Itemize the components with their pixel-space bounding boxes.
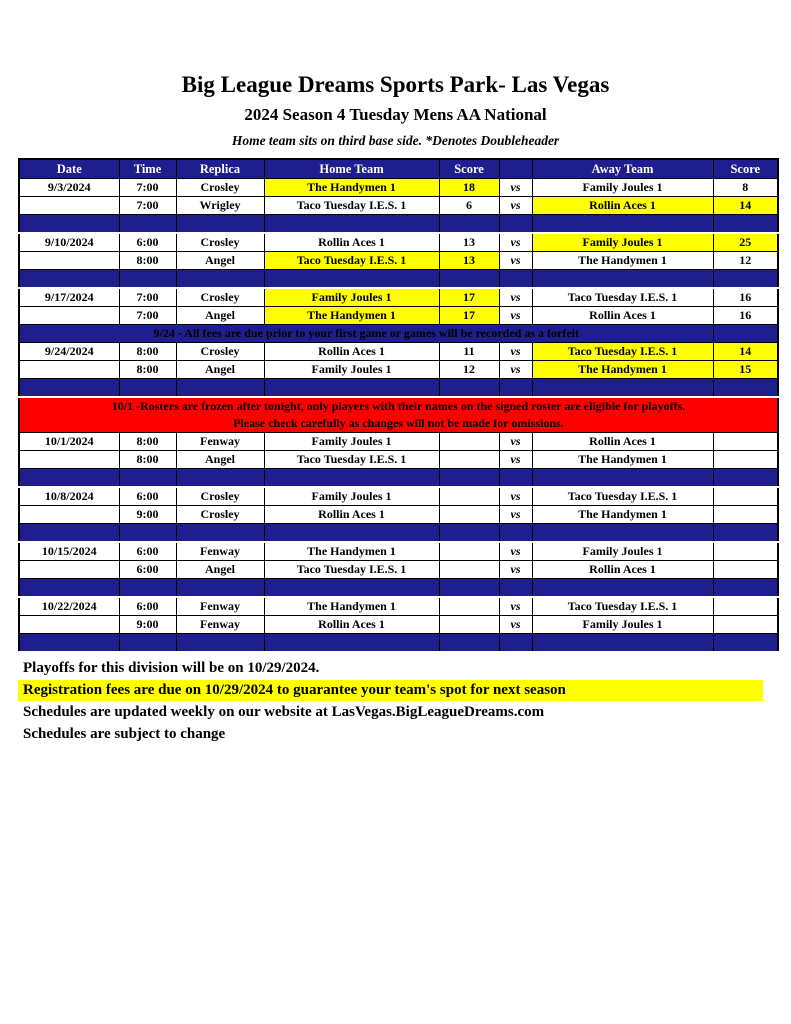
replica-cell: Fenway	[176, 542, 264, 561]
away-score-cell: 16	[713, 288, 778, 307]
away-team-cell: Rollin Aces 1	[532, 433, 713, 451]
separator-cell	[264, 579, 439, 598]
separator-cell	[499, 379, 532, 398]
separator-cell	[119, 524, 176, 543]
replica-cell: Angel	[176, 361, 264, 379]
away-score-cell: 14	[713, 197, 778, 215]
separator-cell	[499, 579, 532, 598]
separator-row	[19, 634, 778, 653]
vs-cell: vs	[499, 288, 532, 307]
away-score-cell	[713, 506, 778, 524]
separator-cell	[499, 215, 532, 234]
game-row	[19, 616, 778, 634]
date-cell	[19, 561, 119, 579]
separator-row	[19, 379, 778, 398]
separator-cell	[713, 634, 778, 653]
separator-cell	[499, 524, 532, 543]
vs-cell: vs	[499, 616, 532, 634]
separator-cell	[176, 634, 264, 653]
separator-cell	[713, 215, 778, 234]
replica-cell: Crosley	[176, 506, 264, 524]
home-score-cell	[439, 487, 499, 506]
replica-cell: Angel	[176, 307, 264, 325]
home-score-cell: 17	[439, 288, 499, 307]
game-row	[19, 597, 778, 616]
vs-cell: vs	[499, 506, 532, 524]
away-team-cell: Taco Tuesday I.E.S. 1	[532, 288, 713, 307]
separator-cell	[119, 270, 176, 289]
separator-cell	[176, 270, 264, 289]
away-score-cell: 15	[713, 361, 778, 379]
game-row	[19, 487, 778, 506]
home-team-cell: Family Joules 1	[264, 433, 439, 451]
column-header-replica: Replica	[176, 159, 264, 179]
separator-cell	[19, 469, 119, 488]
home-score-cell: 12	[439, 361, 499, 379]
vs-cell: vs	[499, 542, 532, 561]
separator-row	[19, 524, 778, 543]
home-team-cell: Taco Tuesday I.E.S. 1	[264, 451, 439, 469]
away-score-cell: 12	[713, 252, 778, 270]
home-team-cell: The Handymen 1	[264, 597, 439, 616]
replica-cell: Crosley	[176, 179, 264, 197]
home-team-cell: The Handymen 1	[264, 542, 439, 561]
date-cell: 10/22/2024	[19, 597, 119, 616]
away-team-cell: Family Joules 1	[532, 233, 713, 252]
home-score-cell	[439, 561, 499, 579]
time-cell: 7:00	[119, 288, 176, 307]
home-team-cell: Taco Tuesday I.E.S. 1	[264, 561, 439, 579]
date-cell: 10/8/2024	[19, 487, 119, 506]
date-cell: 9/17/2024	[19, 288, 119, 307]
away-score-cell: 8	[713, 179, 778, 197]
column-header-time: Time	[119, 159, 176, 179]
date-cell	[19, 252, 119, 270]
vs-cell: vs	[499, 433, 532, 451]
away-score-cell	[713, 487, 778, 506]
replica-cell: Angel	[176, 451, 264, 469]
separator-cell	[439, 634, 499, 653]
schedule-table-body	[19, 179, 778, 653]
away-team-cell: Taco Tuesday I.E.S. 1	[532, 487, 713, 506]
away-team-cell: Family Joules 1	[532, 616, 713, 634]
away-score-cell	[713, 451, 778, 469]
away-score-cell	[713, 616, 778, 634]
date-cell	[19, 307, 119, 325]
time-cell: 7:00	[119, 197, 176, 215]
time-cell: 6:00	[119, 487, 176, 506]
date-cell: 9/24/2024	[19, 343, 119, 361]
separator-cell	[439, 579, 499, 598]
replica-cell: Angel	[176, 252, 264, 270]
roster-notice-row	[19, 397, 778, 433]
time-cell: 8:00	[119, 252, 176, 270]
time-cell: 8:00	[119, 433, 176, 451]
page-tagline: Home team sits on third base side. *Denotes Doubleheader	[231, 133, 560, 148]
date-cell: 10/1/2024	[19, 433, 119, 451]
home-team-cell: The Handymen 1	[264, 179, 439, 197]
home-team-cell: Rollin Aces 1	[264, 506, 439, 524]
time-cell: 6:00	[119, 233, 176, 252]
separator-cell	[713, 524, 778, 543]
page-title: Big League Dreams Sports Park- Las Vegas	[181, 72, 610, 97]
separator-cell	[176, 524, 264, 543]
game-row	[19, 179, 778, 197]
game-row	[19, 288, 778, 307]
away-team-cell: Taco Tuesday I.E.S. 1	[532, 597, 713, 616]
time-cell: 6:00	[119, 542, 176, 561]
replica-cell: Crosley	[176, 288, 264, 307]
document-header	[0, 0, 791, 149]
vs-cell: vs	[499, 179, 532, 197]
home-team-cell: Taco Tuesday I.E.S. 1	[264, 252, 439, 270]
home-score-cell: 13	[439, 233, 499, 252]
time-cell: 7:00	[119, 179, 176, 197]
footer-line-1: Playoffs for this division will be on 10/29/2024.	[23, 660, 320, 676]
separator-cell	[532, 215, 713, 234]
away-team-cell: Rollin Aces 1	[532, 197, 713, 215]
home-score-cell: 18	[439, 179, 499, 197]
game-row	[19, 252, 778, 270]
separator-cell	[176, 379, 264, 398]
home-team-cell: Family Joules 1	[264, 487, 439, 506]
separator-cell	[499, 270, 532, 289]
column-header-date: Date	[19, 159, 119, 179]
separator-cell	[439, 215, 499, 234]
time-cell: 8:00	[119, 343, 176, 361]
separator-cell	[439, 524, 499, 543]
replica-cell: Wrigley	[176, 197, 264, 215]
vs-cell: vs	[499, 597, 532, 616]
separator-cell	[119, 634, 176, 653]
document-footer	[18, 658, 763, 745]
away-score-cell	[713, 542, 778, 561]
separator-cell	[264, 215, 439, 234]
separator-cell	[176, 469, 264, 488]
separator-cell	[532, 270, 713, 289]
separator-cell	[19, 634, 119, 653]
game-row	[19, 197, 778, 215]
separator-cell	[19, 579, 119, 598]
separator-cell	[19, 215, 119, 234]
away-score-cell	[713, 561, 778, 579]
home-score-cell	[439, 616, 499, 634]
home-score-cell	[439, 433, 499, 451]
fees-notice-text: 9/24 - All fees are due prior to your first game or games will be recorded as a forfeit	[19, 325, 713, 343]
game-row	[19, 361, 778, 379]
date-cell	[19, 506, 119, 524]
away-team-cell: The Handymen 1	[532, 361, 713, 379]
vs-cell: vs	[499, 307, 532, 325]
game-row	[19, 451, 778, 469]
separator-cell	[176, 215, 264, 234]
game-row	[19, 433, 778, 451]
replica-cell: Fenway	[176, 433, 264, 451]
roster-notice-text: 10/1 -Rosters are frozen after tonight, only players with their names on the signed roster are eligible for playoffs. Please check carefully as changes will not be made for omissions.	[19, 397, 778, 433]
date-cell: 10/15/2024	[19, 542, 119, 561]
home-score-cell	[439, 451, 499, 469]
separator-cell	[19, 379, 119, 398]
time-cell: 8:00	[119, 361, 176, 379]
home-team-cell: Rollin Aces 1	[264, 616, 439, 634]
column-header-score: Score	[713, 159, 778, 179]
away-score-cell: 14	[713, 343, 778, 361]
separator-cell	[713, 379, 778, 398]
footer-line-4: Schedules are subject to change	[23, 726, 226, 742]
replica-cell: Crosley	[176, 343, 264, 361]
table-header-row	[19, 159, 778, 179]
separator-cell	[439, 379, 499, 398]
date-cell	[19, 616, 119, 634]
time-cell: 8:00	[119, 451, 176, 469]
home-score-cell	[439, 542, 499, 561]
away-team-cell: Rollin Aces 1	[532, 307, 713, 325]
home-score-cell: 13	[439, 252, 499, 270]
column-header-score: Score	[439, 159, 499, 179]
home-team-cell: Family Joules 1	[264, 361, 439, 379]
separator-cell	[264, 270, 439, 289]
time-cell: 9:00	[119, 616, 176, 634]
separator-row	[19, 215, 778, 234]
replica-cell: Crosley	[176, 487, 264, 506]
separator-cell	[119, 579, 176, 598]
vs-cell: vs	[499, 343, 532, 361]
away-score-cell: 16	[713, 307, 778, 325]
separator-cell	[532, 634, 713, 653]
home-team-cell: Family Joules 1	[264, 288, 439, 307]
replica-cell: Angel	[176, 561, 264, 579]
fees-notice-row	[19, 325, 778, 343]
separator-cell	[176, 579, 264, 598]
separator-cell	[264, 469, 439, 488]
column-header-vs	[499, 159, 532, 179]
separator-cell	[264, 524, 439, 543]
page-subtitle: 2024 Season 4 Tuesday Mens AA National	[244, 105, 547, 124]
separator-cell	[713, 469, 778, 488]
separator-cell	[119, 379, 176, 398]
away-score-cell	[713, 433, 778, 451]
replica-cell: Fenway	[176, 616, 264, 634]
home-team-cell: Taco Tuesday I.E.S. 1	[264, 197, 439, 215]
vs-cell: vs	[499, 451, 532, 469]
home-team-cell: The Handymen 1	[264, 307, 439, 325]
date-cell	[19, 361, 119, 379]
game-row	[19, 307, 778, 325]
home-team-cell: Rollin Aces 1	[264, 343, 439, 361]
away-team-cell: Rollin Aces 1	[532, 561, 713, 579]
time-cell: 6:00	[119, 597, 176, 616]
away-team-cell: Family Joules 1	[532, 542, 713, 561]
time-cell: 9:00	[119, 506, 176, 524]
separator-cell	[264, 379, 439, 398]
home-team-cell: Rollin Aces 1	[264, 233, 439, 252]
separator-cell	[713, 579, 778, 598]
time-cell: 6:00	[119, 561, 176, 579]
away-team-cell: Family Joules 1	[532, 179, 713, 197]
separator-cell	[439, 469, 499, 488]
away-team-cell: The Handymen 1	[532, 506, 713, 524]
separator-cell	[439, 270, 499, 289]
vs-cell: vs	[499, 561, 532, 579]
away-score-cell: 25	[713, 233, 778, 252]
separator-cell	[499, 469, 532, 488]
vs-cell: vs	[499, 197, 532, 215]
separator-cell	[264, 634, 439, 653]
date-cell	[19, 451, 119, 469]
game-row	[19, 506, 778, 524]
column-header-home-team: Home Team	[264, 159, 439, 179]
footer-line-2: Registration fees are due on 10/29/2024 to guarantee your team's spot for next season	[18, 680, 763, 701]
separator-row	[19, 579, 778, 598]
footer-line-3: Schedules are updated weekly on our website at LasVegas.BigLeagueDreams.com	[23, 704, 545, 720]
separator-row	[19, 270, 778, 289]
separator-cell	[713, 270, 778, 289]
away-team-cell: The Handymen 1	[532, 451, 713, 469]
vs-cell: vs	[499, 361, 532, 379]
replica-cell: Crosley	[176, 233, 264, 252]
vs-cell: vs	[499, 487, 532, 506]
schedule-table	[18, 158, 779, 653]
home-score-cell	[439, 506, 499, 524]
game-row	[19, 233, 778, 252]
fees-notice-end-cell	[713, 325, 778, 343]
separator-cell	[532, 579, 713, 598]
date-cell	[19, 197, 119, 215]
separator-cell	[19, 524, 119, 543]
date-cell: 9/10/2024	[19, 233, 119, 252]
separator-cell	[499, 634, 532, 653]
separator-cell	[19, 270, 119, 289]
separator-cell	[119, 215, 176, 234]
separator-cell	[119, 469, 176, 488]
separator-cell	[532, 524, 713, 543]
column-header-away-team: Away Team	[532, 159, 713, 179]
away-team-cell: The Handymen 1	[532, 252, 713, 270]
away-team-cell: Taco Tuesday I.E.S. 1	[532, 343, 713, 361]
separator-row	[19, 469, 778, 488]
game-row	[19, 343, 778, 361]
separator-cell	[532, 379, 713, 398]
home-score-cell: 6	[439, 197, 499, 215]
home-score-cell	[439, 597, 499, 616]
replica-cell: Fenway	[176, 597, 264, 616]
game-row	[19, 561, 778, 579]
home-score-cell: 17	[439, 307, 499, 325]
away-score-cell	[713, 597, 778, 616]
game-row	[19, 542, 778, 561]
vs-cell: vs	[499, 233, 532, 252]
time-cell: 7:00	[119, 307, 176, 325]
date-cell: 9/3/2024	[19, 179, 119, 197]
separator-cell	[532, 469, 713, 488]
vs-cell: vs	[499, 252, 532, 270]
home-score-cell: 11	[439, 343, 499, 361]
